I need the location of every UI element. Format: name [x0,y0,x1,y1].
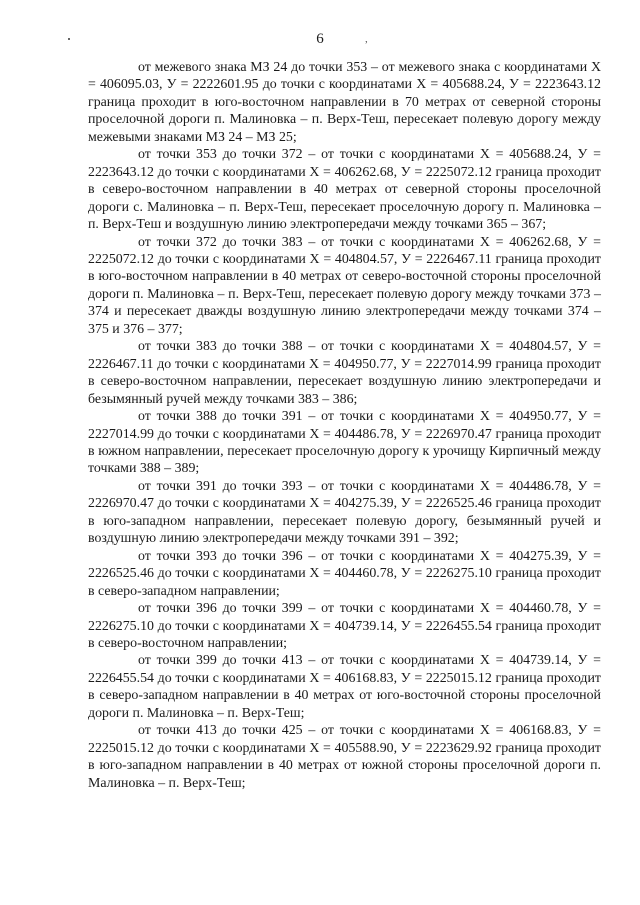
boundary-paragraph: от точки 396 до точки 399 – от точки с координатами Х = 404460.78, У = 2226275.10 до точки с координатами Х = 404739.14, У = 2226455.54 граница проходит в северо-восточном направлении; [88,601,601,651]
boundary-paragraph: от точки 399 до точки 413 – от точки с координатами Х = 404739.14, У = 2226455.54 до точки с координатами Х = 406168.83, У = 2225015.12 граница проходит в северо-западном направлении в 40 метрах от юго-восточной стороны проселочной дороги п. Малиновка – п. Верх-Теш; [88,653,601,721]
boundary-paragraph: от точки 388 до точки 391 – от точки с координатами Х = 404950.77, У = 2227014.99 до точки с координатами Х = 404486.78, У = 2226970.47 граница проходит в южном направлении, пересекает проселочную дорогу к урочищу Кирпичный между точками 388 – 389; [88,409,601,477]
page-number: 6 [316,31,324,47]
scan-dot [68,38,70,40]
boundary-paragraph: от точки 383 до точки 388 – от точки с координатами Х = 404804.57, У = 2226467.11 до точки с координатами Х = 404950.77, У = 2227014.99 граница проходит в северо-восточном направлении, пересекает воздушную линию электропередачи и безымянный ручей между точками 383 – 386; [88,339,601,407]
boundary-paragraph: от точки 372 до точки 383 – от точки с координатами Х = 406262.68, У = 2225072.12 до точки с координатами Х = 404804.57, У = 2226467.11 граница проходит в юго-восточном направлении в 40 метрах от северо-восточной стороны проселочной дороги п. Малиновка – п. Верх-Теш, пересекает полевую дорогу между точками 373 – 374 и пересекает дважды воздушную линию электропередачи между точками 374 – 375 и 376 – 377; [88,234,601,337]
boundary-paragraph: от точки 393 до точки 396 – от точки с координатами Х = 404275.39, У = 2226525.46 до точки с координатами Х = 404460.78, У = 2226275.10 граница проходит в северо-западном направлении; [88,548,601,599]
scan-mark: , [365,33,368,45]
body-text [88,59,601,792]
boundary-paragraph: от точки 391 до точки 393 – от точки с координатами Х = 404486.78, У = 2226970.47 до точки с координатами Х = 404275.39, У = 2226525.46 граница проходит в юго-западном направлении, пересекает полевую дорогу, безымянный ручей и воздушную линию электропередачи между точками 391 – 392; [88,478,601,547]
boundary-paragraph: от точки 353 до точки 372 – от точки с координатами Х = 405688.24, У = 2223643.12 до точки с координатами Х = 406262.68, У = 2225072.12 граница проходит в северо-восточном направлении в 40 метрах от северной стороны проселочной дороги с. Малиновка – п. Верх-Теш, пересекает проселочную дорогу п. Малиновка – п. Верх-Теш и воздушную линию электропередачи между точками 365 – 367; [88,147,601,233]
boundary-paragraph: от точки 413 до точки 425 – от точки с координатами Х = 406168.83, У = 2225015.12 до точки с координатами Х = 405588.90, У = 2223629.92 граница проходит в юго-западном направлении в 40 метрах от южной стороны проселочной дороги п. Малиновка – п. Верх-Теш; [88,723,601,791]
boundary-paragraph: от межевого знака МЗ 24 до точки 353 – от межевого знака с координатами Х = 406095.03, У = 2222601.95 до точки с координатами Х = 405688.24, У = 2223643.12 граница проходит в юго-восточном направлении в 70 метрах от северной стороны проселочной дороги п. Малиновка – п. Верх-Теш, пересекает полевую дорогу между межевыми знаками МЗ 24 – МЗ 25; [88,60,601,145]
